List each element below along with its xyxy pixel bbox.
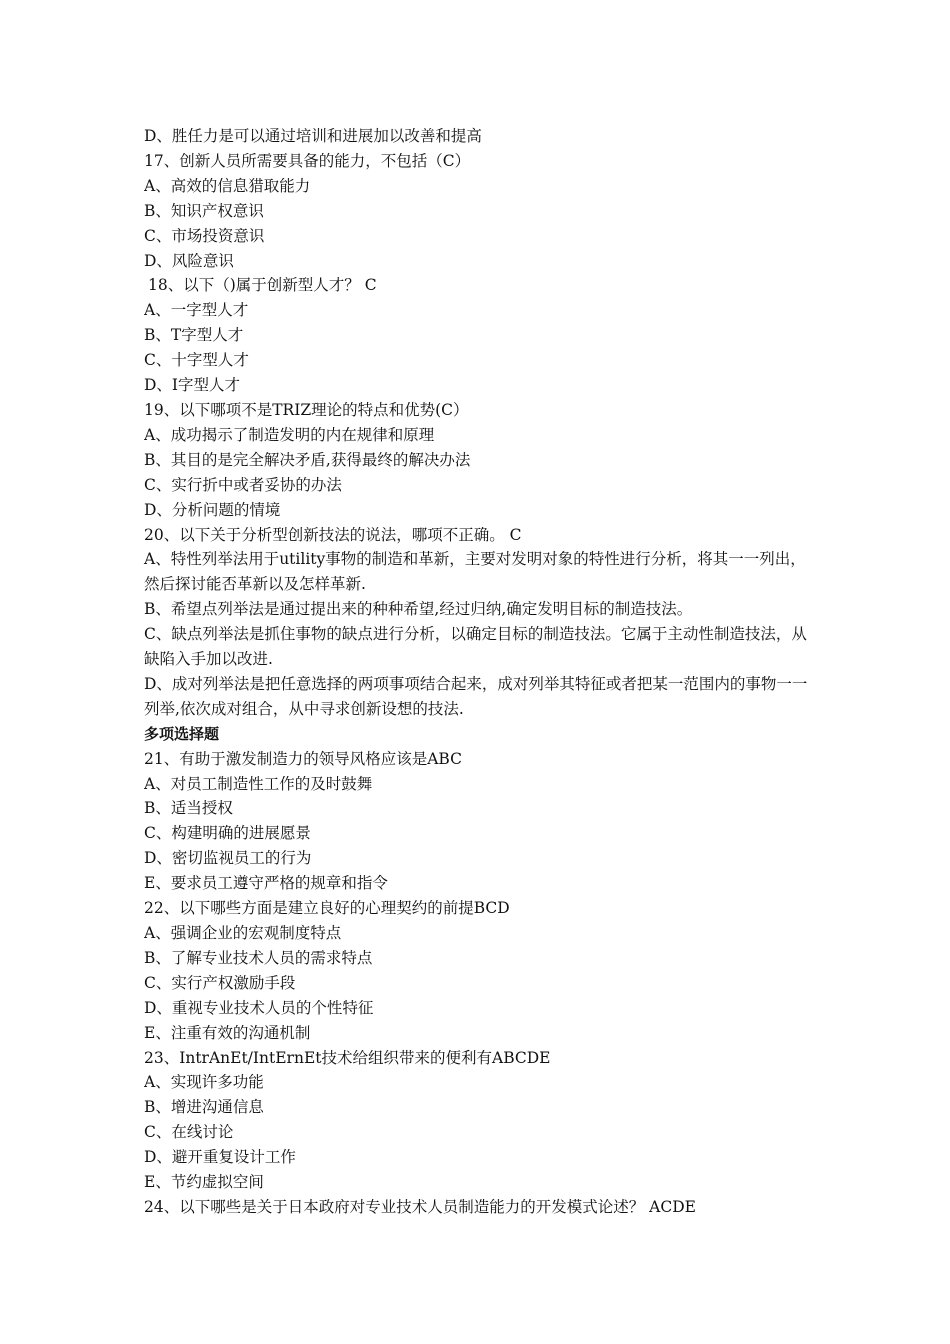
option-d-q20: D、成对列举法是把任意选择的两项事项结合起来，成对列举其特征或者把某一范围内的事物一一列举,依次成对组合，从中寻求创新设想的技法.	[144, 674, 808, 718]
option-c-q22: C、实行产权激励手段	[144, 973, 296, 992]
option-d-q22: D、重视专业技术人员的个性特征	[144, 998, 374, 1017]
option-a-q22: A、强调企业的宏观制度特点	[144, 924, 342, 942]
option-b-q22: B、了解专业技术人员的需求特点	[144, 948, 373, 967]
question-24: 24、以下哪些是关于日本政府对专业技术人员制造能力的开发模式论述？ ACDE	[144, 1197, 696, 1216]
option-d-q21: D、密切监视员工的行为	[144, 849, 312, 868]
option-d-q23: D、避开重复设计工作	[144, 1148, 296, 1167]
option-d-q17: D、风险意识	[144, 251, 234, 270]
option-a-q18: A、一字型人才	[144, 301, 249, 320]
question-22: 22、以下哪些方面是建立良好的心理契约的前提BCD	[144, 899, 510, 918]
option-e-q23: E、节约虚拟空间	[144, 1173, 264, 1192]
question-17: 17、创新人员所需要具备的能力，不包括（C）	[144, 151, 471, 170]
option-a-q19: A、成功揭示了制造发明的内在规律和原理	[144, 425, 435, 444]
option-c-q23: C、在线讨论	[144, 1123, 234, 1142]
option-d-q19: D、分析问题的情境	[144, 500, 281, 519]
option-b-q20: B、希望点列举法是通过提出来的种种希望,经过归纳,确定发明目标的制造技法。	[144, 600, 693, 619]
option-d-q18: D、I字型人才	[144, 376, 241, 395]
question-21: 21、有助于激发制造力的领导风格应该是ABC	[144, 749, 462, 768]
question-18: 18、以下（)属于创新型人才？ C	[148, 276, 377, 295]
option-b-q23: B、增进沟通信息	[144, 1098, 264, 1117]
question-19: 19、以下哪项不是TRIZ理论的特点和优势(C）	[144, 400, 469, 419]
option-c-q21: C、构建明确的进展愿景	[144, 824, 311, 843]
option-b-q17: B、知识产权意识	[144, 201, 264, 220]
section-heading-multiple-choice: 多项选择题	[144, 724, 220, 743]
option-a-q20: A、特性列举法用于utility事物的制造和革新，主要对发明对象的特性进行分析，将其一一列出，然后探讨能否革新以及怎样革新.	[144, 550, 806, 594]
question-23: 23、IntrAnEt/IntErnEt技术给组织带来的便利有ABCDE	[144, 1048, 551, 1067]
option-e-q22: E、注重有效的沟通机制	[144, 1023, 311, 1042]
option-c-q17: C、市场投资意识	[144, 226, 265, 245]
option-c-q20: C、缺点列举法是抓住事物的缺点进行分析，以确定目标的制造技法。它属于主动性制造技法，从缺陷入手加以改进.	[144, 625, 807, 669]
option-b-q19: B、其目的是完全解决矛盾,获得最终的解决办法	[144, 450, 471, 469]
option-c-q18: C、十字型人才	[144, 351, 249, 370]
question-20: 20、以下关于分析型创新技法的说法，哪项不正确。 C	[144, 525, 522, 544]
option-b-q18: B、T字型人才	[144, 326, 244, 345]
option-c-q19: C、实行折中或者妥协的办法	[144, 475, 342, 494]
option-a-q23: A、实现许多功能	[144, 1073, 264, 1092]
option-e-q21: E、要求员工遵守严格的规章和指令	[144, 874, 388, 893]
document-page	[144, 124, 814, 1220]
option-b-q21: B、适当授权	[144, 799, 233, 818]
option-a-q17: A、高效的信息猎取能力	[144, 176, 311, 195]
option-d-q16: D、胜任力是可以通过培训和进展加以改善和提高	[144, 127, 482, 145]
option-a-q21: A、对员工制造性工作的及时鼓舞	[144, 774, 373, 793]
